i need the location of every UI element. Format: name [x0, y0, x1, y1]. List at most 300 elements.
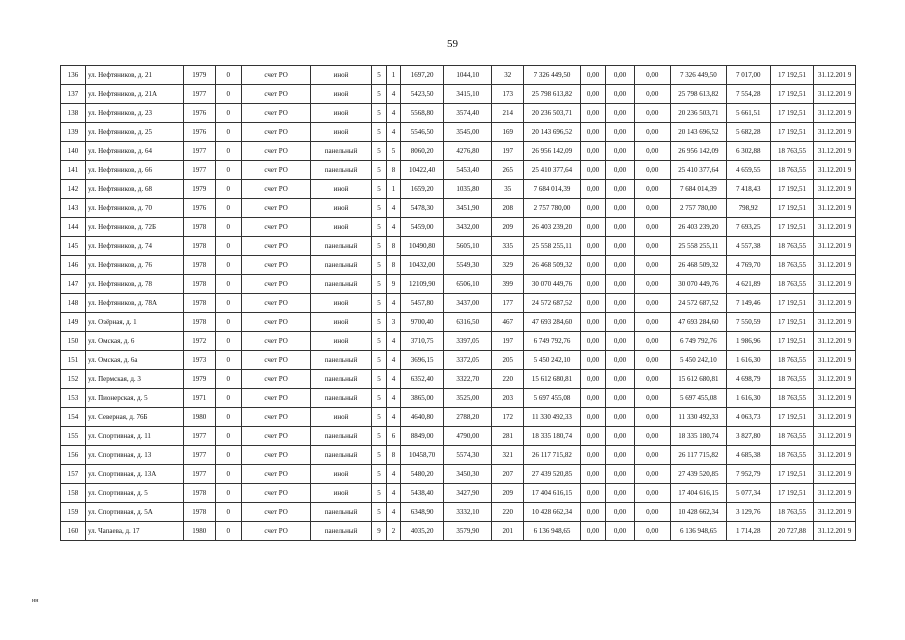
- table-cell: 0,00: [606, 256, 634, 275]
- table-cell: 8: [387, 446, 401, 465]
- table-cell: 25 410 377,64: [670, 161, 726, 180]
- table-cell: 0: [215, 256, 241, 275]
- table-cell: 4: [387, 85, 401, 104]
- table-cell: 15 612 680,81: [524, 370, 580, 389]
- table-cell: 4 698,79: [726, 370, 770, 389]
- table-cell: 0,00: [580, 427, 606, 446]
- table-cell: 1978: [183, 256, 215, 275]
- table-cell: 5457,80: [400, 294, 444, 313]
- table-cell: 3427,90: [444, 484, 492, 503]
- table-cell: 0,00: [634, 66, 670, 85]
- table-cell: 5: [371, 85, 387, 104]
- table-cell: 5478,30: [400, 199, 444, 218]
- table-cell: 0,00: [606, 104, 634, 123]
- table-cell: 5: [371, 256, 387, 275]
- table-cell: 5: [371, 199, 387, 218]
- table-cell: 24 572 687,52: [670, 294, 726, 313]
- table-cell: 143: [61, 199, 86, 218]
- table-cell: 12109,90: [400, 275, 444, 294]
- table-cell: 18 763,55: [770, 503, 814, 522]
- table-cell: 18 763,55: [770, 389, 814, 408]
- table-cell: 6506,10: [444, 275, 492, 294]
- table-row: [61, 351, 856, 370]
- table-row: [61, 256, 856, 275]
- table-cell: 321: [492, 446, 524, 465]
- table-cell: 0,00: [580, 522, 606, 541]
- table-cell: 0,00: [606, 180, 634, 199]
- table-cell: 0,00: [606, 484, 634, 503]
- table-cell: 149: [61, 313, 86, 332]
- table-cell: 17 192,51: [770, 123, 814, 142]
- table-cell: 1697,20: [400, 66, 444, 85]
- table-row: [61, 522, 856, 541]
- table-cell: 17 192,51: [770, 313, 814, 332]
- table-cell: иной: [311, 218, 371, 237]
- table-cell: 3397,05: [444, 332, 492, 351]
- table-cell: 5: [371, 313, 387, 332]
- table-cell: 0: [215, 389, 241, 408]
- address-cell: ул. Нефтяников, д. 25: [85, 123, 183, 142]
- table-cell: 4 063,73: [726, 408, 770, 427]
- table-cell: 1044,10: [444, 66, 492, 85]
- table-cell: 31.12.201 9: [814, 199, 856, 218]
- table-cell: 281: [492, 427, 524, 446]
- table-cell: 10490,80: [400, 237, 444, 256]
- table-cell: 0,00: [580, 294, 606, 313]
- table-cell: 151: [61, 351, 86, 370]
- table-cell: иной: [311, 408, 371, 427]
- table-row: [61, 123, 856, 142]
- table-row: [61, 427, 856, 446]
- table-cell: панельный: [311, 161, 371, 180]
- table-cell: 2: [387, 522, 401, 541]
- table-cell: 3710,75: [400, 332, 444, 351]
- table-cell: 31.12.201 9: [814, 180, 856, 199]
- table-cell: 31.12.201 9: [814, 389, 856, 408]
- table-cell: 0,00: [606, 66, 634, 85]
- table-cell: 0,00: [606, 275, 634, 294]
- table-cell: 0: [215, 332, 241, 351]
- table-cell: 1978: [183, 218, 215, 237]
- table-cell: 0,00: [580, 446, 606, 465]
- table-cell: 201: [492, 522, 524, 541]
- table-cell: 3451,90: [444, 199, 492, 218]
- table-cell: 11 330 492,33: [524, 408, 580, 427]
- address-cell: ул. Омская, д. 6а: [85, 351, 183, 370]
- table-cell: 7 550,59: [726, 313, 770, 332]
- table-cell: 1: [387, 180, 401, 199]
- address-cell: ул. Нефтяников, д. 66: [85, 161, 183, 180]
- table-cell: 0,00: [580, 256, 606, 275]
- table-cell: иной: [311, 332, 371, 351]
- table-cell: 3437,00: [444, 294, 492, 313]
- table-cell: 207: [492, 465, 524, 484]
- table-cell: 0,00: [634, 408, 670, 427]
- table-cell: 1973: [183, 351, 215, 370]
- table-cell: 0: [215, 142, 241, 161]
- table-cell: 0: [215, 85, 241, 104]
- table-cell: 4: [387, 389, 401, 408]
- table-cell: 26 468 509,32: [524, 256, 580, 275]
- table-cell: 5: [371, 465, 387, 484]
- table-cell: счет РО: [241, 161, 311, 180]
- table-cell: 5: [371, 161, 387, 180]
- table-cell: 31.12.201 9: [814, 275, 856, 294]
- table-cell: 17 192,51: [770, 218, 814, 237]
- table-cell: 30 070 449,76: [670, 275, 726, 294]
- table-cell: 4: [387, 294, 401, 313]
- table-cell: 7 693,25: [726, 218, 770, 237]
- table-cell: 24 572 687,52: [524, 294, 580, 313]
- table-cell: 31.12.201 9: [814, 237, 856, 256]
- table-cell: 0,00: [634, 218, 670, 237]
- table-cell: 1979: [183, 370, 215, 389]
- table-cell: 2788,20: [444, 408, 492, 427]
- table-cell: 0,00: [606, 313, 634, 332]
- table-cell: 0,00: [634, 522, 670, 541]
- table-cell: панельный: [311, 256, 371, 275]
- table-cell: 4 685,38: [726, 446, 770, 465]
- table-cell: 5605,10: [444, 237, 492, 256]
- table-cell: 8060,20: [400, 142, 444, 161]
- table-cell: 18 763,55: [770, 275, 814, 294]
- table-cell: 1978: [183, 313, 215, 332]
- table-cell: 6 302,88: [726, 142, 770, 161]
- table-cell: 214: [492, 104, 524, 123]
- table-cell: иной: [311, 66, 371, 85]
- table-cell: 4: [387, 408, 401, 427]
- table-cell: 1978: [183, 275, 215, 294]
- table-cell: 5: [371, 389, 387, 408]
- table-cell: 138: [61, 104, 86, 123]
- housing-table: [60, 65, 856, 541]
- table-cell: 0,00: [634, 351, 670, 370]
- table-cell: 220: [492, 503, 524, 522]
- footer-mark: нн: [32, 598, 39, 604]
- address-cell: ул. Северная, д. 76Б: [85, 408, 183, 427]
- table-cell: 5: [371, 294, 387, 313]
- table-cell: 399: [492, 275, 524, 294]
- table-cell: 17 192,51: [770, 180, 814, 199]
- address-cell: ул. Нефтяников, д. 21А: [85, 85, 183, 104]
- table-cell: 4: [387, 351, 401, 370]
- address-cell: ул. Нефтяников, д. 23: [85, 104, 183, 123]
- table-cell: 3372,05: [444, 351, 492, 370]
- table-cell: счет РО: [241, 142, 311, 161]
- table-cell: 5: [371, 370, 387, 389]
- table-cell: 203: [492, 389, 524, 408]
- table-cell: 0,00: [634, 123, 670, 142]
- table-cell: счет РО: [241, 389, 311, 408]
- table-cell: счет РО: [241, 484, 311, 503]
- table-cell: 31.12.201 9: [814, 522, 856, 541]
- table-cell: 0,00: [634, 503, 670, 522]
- table-cell: 7 554,28: [726, 85, 770, 104]
- table-cell: 0,00: [606, 408, 634, 427]
- table-cell: 158: [61, 484, 86, 503]
- table-cell: иной: [311, 294, 371, 313]
- table-cell: 47 693 284,60: [670, 313, 726, 332]
- address-cell: ул. Спортивная, д. 13А: [85, 465, 183, 484]
- table-cell: 156: [61, 446, 86, 465]
- table-cell: 0,00: [634, 484, 670, 503]
- table-cell: 169: [492, 123, 524, 142]
- table-cell: 1976: [183, 199, 215, 218]
- table-cell: 0,00: [634, 465, 670, 484]
- table-cell: 160: [61, 522, 86, 541]
- table-cell: счет РО: [241, 427, 311, 446]
- table-cell: 137: [61, 85, 86, 104]
- address-cell: ул. Нефтяников, д. 78А: [85, 294, 183, 313]
- table-cell: 0,00: [634, 104, 670, 123]
- table-cell: 5: [371, 408, 387, 427]
- table-cell: 5480,20: [400, 465, 444, 484]
- table-cell: 4 557,38: [726, 237, 770, 256]
- table-cell: 0,00: [580, 503, 606, 522]
- table-cell: 7 017,00: [726, 66, 770, 85]
- table-row: [61, 180, 856, 199]
- table-cell: 10458,70: [400, 446, 444, 465]
- table-cell: счет РО: [241, 85, 311, 104]
- table-cell: 31.12.201 9: [814, 218, 856, 237]
- table-cell: 1 616,30: [726, 351, 770, 370]
- table-cell: 26 403 239,20: [524, 218, 580, 237]
- table-cell: 47 693 284,60: [524, 313, 580, 332]
- table-cell: 4: [387, 218, 401, 237]
- table-cell: 20 236 503,71: [524, 104, 580, 123]
- table-cell: 1980: [183, 408, 215, 427]
- table-cell: 209: [492, 484, 524, 503]
- table-cell: 31.12.201 9: [814, 85, 856, 104]
- table-cell: 3545,00: [444, 123, 492, 142]
- table-cell: 4: [387, 370, 401, 389]
- table-cell: 0,00: [606, 522, 634, 541]
- table-cell: 798,92: [726, 199, 770, 218]
- table-cell: 0,00: [606, 370, 634, 389]
- table-cell: 5: [371, 66, 387, 85]
- table-cell: 31.12.201 9: [814, 104, 856, 123]
- table-cell: иной: [311, 465, 371, 484]
- table-row: [61, 66, 856, 85]
- table-cell: 0,00: [634, 85, 670, 104]
- table-cell: 0,00: [634, 427, 670, 446]
- table-cell: 1 714,28: [726, 522, 770, 541]
- table-cell: 17 192,51: [770, 465, 814, 484]
- table-cell: 3332,10: [444, 503, 492, 522]
- table-cell: 26 956 142,09: [670, 142, 726, 161]
- address-cell: ул. Нефтяников, д. 21: [85, 66, 183, 85]
- table-cell: 31.12.201 9: [814, 427, 856, 446]
- table-cell: 5: [371, 142, 387, 161]
- table-cell: панельный: [311, 370, 371, 389]
- table-cell: 17 192,51: [770, 66, 814, 85]
- table-cell: 3322,70: [444, 370, 492, 389]
- table-cell: 18 763,55: [770, 446, 814, 465]
- table-cell: 0,00: [606, 389, 634, 408]
- table-cell: 0,00: [606, 218, 634, 237]
- table-cell: 6316,50: [444, 313, 492, 332]
- table-cell: 1977: [183, 142, 215, 161]
- table-cell: 31.12.201 9: [814, 446, 856, 465]
- table-cell: 139: [61, 123, 86, 142]
- table-cell: 154: [61, 408, 86, 427]
- table-cell: 152: [61, 370, 86, 389]
- table-cell: 0: [215, 180, 241, 199]
- table-cell: 6 749 792,76: [524, 332, 580, 351]
- table-cell: 18 763,55: [770, 370, 814, 389]
- table-cell: 0,00: [634, 237, 670, 256]
- table-cell: 5: [371, 123, 387, 142]
- table-cell: 145: [61, 237, 86, 256]
- table-cell: 0,00: [580, 275, 606, 294]
- table-cell: 3415,10: [444, 85, 492, 104]
- table-cell: 31.12.201 9: [814, 66, 856, 85]
- table-row: [61, 275, 856, 294]
- table-cell: панельный: [311, 503, 371, 522]
- table-cell: 31.12.201 9: [814, 370, 856, 389]
- table-cell: 1979: [183, 66, 215, 85]
- table-cell: 18 763,55: [770, 256, 814, 275]
- table-cell: счет РО: [241, 123, 311, 142]
- table-cell: 18 335 180,74: [524, 427, 580, 446]
- table-cell: 32: [492, 66, 524, 85]
- table-cell: счет РО: [241, 275, 311, 294]
- table-cell: 10422,40: [400, 161, 444, 180]
- table-cell: 0,00: [634, 332, 670, 351]
- table-cell: 0,00: [634, 142, 670, 161]
- table-cell: 197: [492, 142, 524, 161]
- table-cell: 153: [61, 389, 86, 408]
- table-cell: счет РО: [241, 351, 311, 370]
- table-cell: 1978: [183, 294, 215, 313]
- table-cell: 3574,40: [444, 104, 492, 123]
- table-body: [61, 66, 856, 541]
- table-cell: 5 682,28: [726, 123, 770, 142]
- table-cell: 17 192,51: [770, 294, 814, 313]
- table-row: [61, 332, 856, 351]
- table-cell: счет РО: [241, 256, 311, 275]
- table-cell: 159: [61, 503, 86, 522]
- table-cell: 9: [371, 522, 387, 541]
- page-number: 59: [447, 38, 458, 50]
- table-cell: 0: [215, 503, 241, 522]
- table-cell: 8: [387, 237, 401, 256]
- table-cell: 17 192,51: [770, 332, 814, 351]
- address-cell: ул. Нефтяников, д. 64: [85, 142, 183, 161]
- table-cell: 20 236 503,71: [670, 104, 726, 123]
- table-cell: панельный: [311, 237, 371, 256]
- table-cell: счет РО: [241, 332, 311, 351]
- table-cell: 0,00: [606, 503, 634, 522]
- table-cell: 5453,40: [444, 161, 492, 180]
- table-cell: 17 192,51: [770, 85, 814, 104]
- table-cell: 20 727,88: [770, 522, 814, 541]
- table-cell: 0: [215, 66, 241, 85]
- table-cell: 1976: [183, 104, 215, 123]
- table-cell: 9700,40: [400, 313, 444, 332]
- address-cell: ул. Спортивная, д. 11: [85, 427, 183, 446]
- table-cell: 0,00: [580, 104, 606, 123]
- table-cell: 329: [492, 256, 524, 275]
- table-cell: 7 149,46: [726, 294, 770, 313]
- table-cell: 0,00: [580, 237, 606, 256]
- table-cell: 172: [492, 408, 524, 427]
- table-cell: панельный: [311, 427, 371, 446]
- table-cell: 6 749 792,76: [670, 332, 726, 351]
- table-cell: 177: [492, 294, 524, 313]
- table-cell: 26 956 142,09: [524, 142, 580, 161]
- table-cell: 15 612 680,81: [670, 370, 726, 389]
- address-cell: ул. Нефтяников, д. 70: [85, 199, 183, 218]
- table-cell: 26 403 239,20: [670, 218, 726, 237]
- table-cell: 7 684 014,39: [670, 180, 726, 199]
- table-cell: 25 558 255,11: [670, 237, 726, 256]
- table-cell: 5546,50: [400, 123, 444, 142]
- table-cell: 0,00: [634, 313, 670, 332]
- table-cell: 146: [61, 256, 86, 275]
- table-cell: 173: [492, 85, 524, 104]
- table-cell: 0,00: [606, 332, 634, 351]
- table-cell: 31.12.201 9: [814, 465, 856, 484]
- table-cell: 10432,00: [400, 256, 444, 275]
- table-cell: 0,00: [580, 313, 606, 332]
- table-cell: 0: [215, 199, 241, 218]
- table-cell: 3: [387, 313, 401, 332]
- table-cell: 3579,90: [444, 522, 492, 541]
- table-cell: 0,00: [580, 85, 606, 104]
- table-row: [61, 484, 856, 503]
- table-cell: 1035,80: [444, 180, 492, 199]
- table-cell: 1972: [183, 332, 215, 351]
- address-cell: ул. Нефтяников, д. 76: [85, 256, 183, 275]
- table-cell: 31.12.201 9: [814, 161, 856, 180]
- table-cell: счет РО: [241, 199, 311, 218]
- table-cell: 9: [387, 275, 401, 294]
- table-cell: 1977: [183, 161, 215, 180]
- table-cell: 31.12.201 9: [814, 294, 856, 313]
- table-cell: 0: [215, 123, 241, 142]
- table-cell: иной: [311, 123, 371, 142]
- table-cell: 5: [371, 503, 387, 522]
- table-cell: 5: [371, 332, 387, 351]
- table-cell: 3450,30: [444, 465, 492, 484]
- table-cell: 5: [371, 180, 387, 199]
- table-cell: иной: [311, 104, 371, 123]
- table-cell: 0,00: [634, 256, 670, 275]
- table-cell: счет РО: [241, 180, 311, 199]
- table-cell: 0,00: [606, 446, 634, 465]
- table-cell: 17 404 616,15: [524, 484, 580, 503]
- table-cell: 31.12.201 9: [814, 313, 856, 332]
- table-row: [61, 142, 856, 161]
- table-cell: 10 428 662,34: [670, 503, 726, 522]
- table-cell: 17 192,51: [770, 408, 814, 427]
- table-cell: 1977: [183, 427, 215, 446]
- table-cell: иной: [311, 85, 371, 104]
- table-cell: 142: [61, 180, 86, 199]
- table-cell: 17 404 616,15: [670, 484, 726, 503]
- address-cell: ул. Пионерская, д. 5: [85, 389, 183, 408]
- table-cell: 208: [492, 199, 524, 218]
- table-cell: счет РО: [241, 465, 311, 484]
- table-cell: 17 192,51: [770, 104, 814, 123]
- table-cell: 0,00: [580, 408, 606, 427]
- table-cell: 0: [215, 313, 241, 332]
- table-cell: 0: [215, 522, 241, 541]
- table-cell: 17 192,51: [770, 484, 814, 503]
- table-cell: 20 143 696,52: [524, 123, 580, 142]
- table-cell: 8849,00: [400, 427, 444, 446]
